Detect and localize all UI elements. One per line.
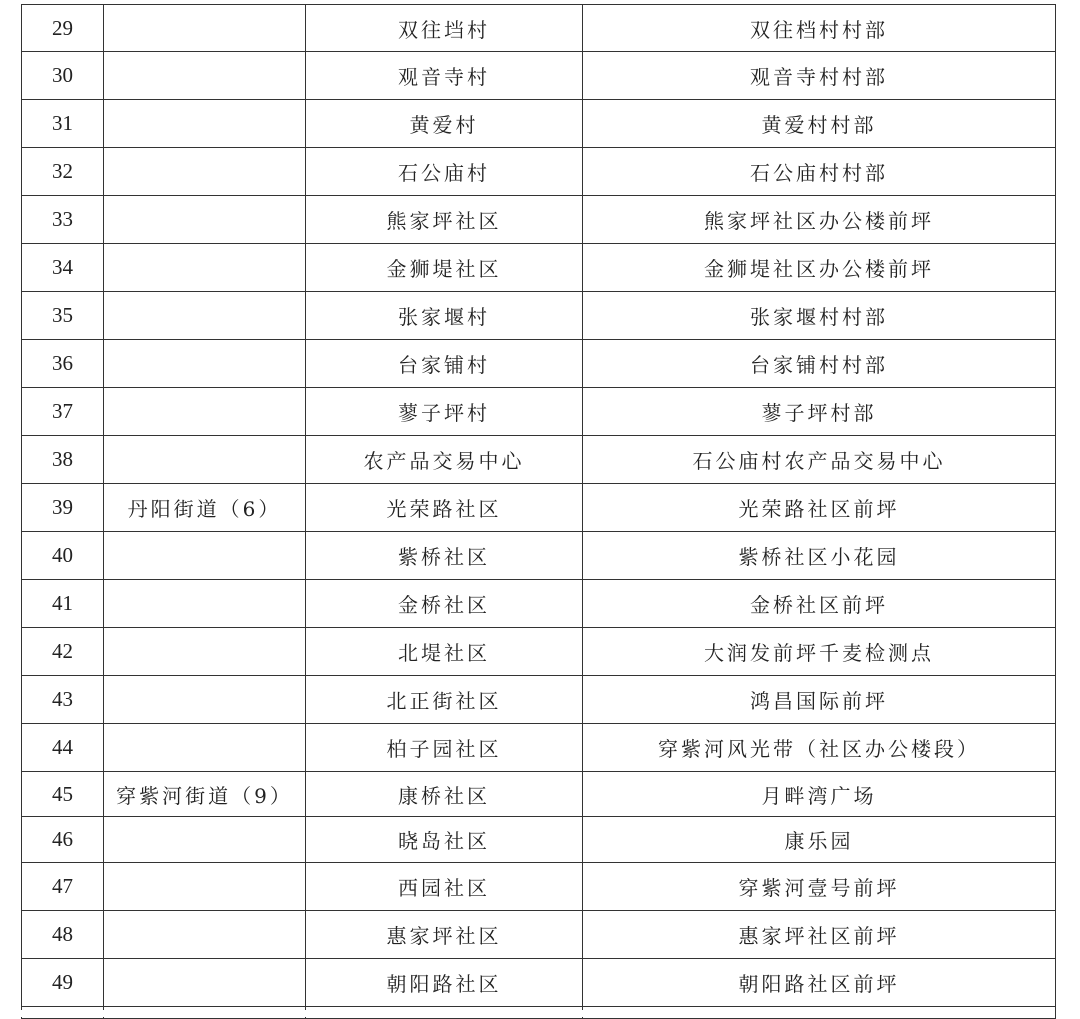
table [21,4,1056,1019]
table-row [22,52,1056,100]
site-cell: 惠家坪社区前坪 [583,911,1056,959]
page-margin [1056,0,1080,1017]
site-cell: 紫桥社区小花园 [583,532,1056,580]
site-cell: 蓼子坪村部 [583,388,1056,436]
row-number-cell: 29 [22,5,104,52]
site-cell: 穿紫河壹号前坪 [583,863,1056,911]
street-cell [104,628,306,676]
table-row [22,292,1056,340]
row-number-cell: 33 [22,196,104,244]
community-cell: 张家堰村 [306,292,583,340]
community-cell: 农产品交易中心 [306,436,583,484]
row-number-cell: 40 [22,532,104,580]
table-row [22,863,1056,911]
row-number-cell: 39 [22,484,104,532]
community-cell: 金桥社区 [306,580,583,628]
community-cell: 金狮堤社区 [306,244,583,292]
row-number-cell: 42 [22,628,104,676]
street-cell [104,436,306,484]
row-number-cell: 37 [22,388,104,436]
community-cell: 北正街社区 [306,676,583,724]
table-row [22,628,1056,676]
table-row [22,911,1056,959]
row-number-cell: 48 [22,911,104,959]
page-edge [21,1010,1055,1017]
row-number-cell: 47 [22,863,104,911]
site-cell: 光荣路社区前坪 [583,484,1056,532]
site-cell: 康乐园 [583,817,1056,863]
community-cell: 双往垱村 [306,5,583,52]
table-row [22,388,1056,436]
table-row [22,676,1056,724]
row-number-cell: 34 [22,244,104,292]
community-cell: 光荣路社区 [306,484,583,532]
street-cell [104,100,306,148]
row-number-cell: 38 [22,436,104,484]
table-row [22,817,1056,863]
community-cell: 西园社区 [306,863,583,911]
site-cell: 月畔湾广场 [583,772,1056,817]
site-cell: 张家堰村村部 [583,292,1056,340]
street-cell [104,580,306,628]
table-row [22,772,1056,817]
table-row [22,580,1056,628]
community-cell: 朝阳路社区 [306,959,583,1007]
site-cell: 熊家坪社区办公楼前坪 [583,196,1056,244]
community-cell: 黄爱村 [306,100,583,148]
row-number-cell: 41 [22,580,104,628]
site-cell: 朝阳路社区前坪 [583,959,1056,1007]
street-cell [104,5,306,52]
community-cell: 柏子园社区 [306,724,583,772]
street-cell [104,911,306,959]
street-cell [104,724,306,772]
row-number-cell: 36 [22,340,104,388]
street-cell [104,959,306,1007]
row-number-cell: 35 [22,292,104,340]
site-cell: 穿紫河风光带（社区办公楼段） [583,724,1056,772]
row-number-cell: 30 [22,52,104,100]
site-cell: 大润发前坪千麦检测点 [583,628,1056,676]
community-cell: 石公庙村 [306,148,583,196]
site-cell: 双往档村村部 [583,5,1056,52]
street-cell [104,676,306,724]
row-number-cell: 31 [22,100,104,148]
row-number-cell: 46 [22,817,104,863]
row-number-cell: 49 [22,959,104,1007]
street-cell [104,817,306,863]
street-cell [104,52,306,100]
site-cell: 金狮堤社区办公楼前坪 [583,244,1056,292]
community-cell: 紫桥社区 [306,532,583,580]
site-cell: 鸿昌国际前坪 [583,676,1056,724]
street-cell [104,863,306,911]
community-cell: 熊家坪社区 [306,196,583,244]
community-cell: 康桥社区 [306,772,583,817]
community-cell: 晓岛社区 [306,817,583,863]
table-row [22,532,1056,580]
street-cell [104,148,306,196]
table-row [22,5,1056,52]
site-cell: 金桥社区前坪 [583,580,1056,628]
community-cell: 蓼子坪村 [306,388,583,436]
table-row [22,340,1056,388]
community-cell: 惠家坪社区 [306,911,583,959]
street-cell: 丹阳街道（6） [104,484,306,532]
table-row [22,100,1056,148]
site-cell: 观音寺村村部 [583,52,1056,100]
table-row [22,724,1056,772]
street-cell [104,292,306,340]
community-cell: 北堤社区 [306,628,583,676]
community-cell: 观音寺村 [306,52,583,100]
community-cell: 台家铺村 [306,340,583,388]
table-row [22,148,1056,196]
row-number-cell: 44 [22,724,104,772]
table-row [22,244,1056,292]
street-cell [104,196,306,244]
row-number-cell: 45 [22,772,104,817]
street-cell: 穿紫河街道（9） [104,772,306,817]
street-cell [104,244,306,292]
table-row [22,959,1056,1007]
table-row [22,436,1056,484]
site-cell: 台家铺村村部 [583,340,1056,388]
sampling-site-table [21,4,1055,1019]
row-number-cell: 32 [22,148,104,196]
table-row [22,484,1056,532]
table-body [22,5,1056,1019]
site-cell: 石公庙村村部 [583,148,1056,196]
street-cell [104,388,306,436]
row-number-cell: 43 [22,676,104,724]
site-cell: 石公庙村农产品交易中心 [583,436,1056,484]
table-row [22,196,1056,244]
street-cell [104,532,306,580]
site-cell: 黄爱村村部 [583,100,1056,148]
street-cell [104,340,306,388]
